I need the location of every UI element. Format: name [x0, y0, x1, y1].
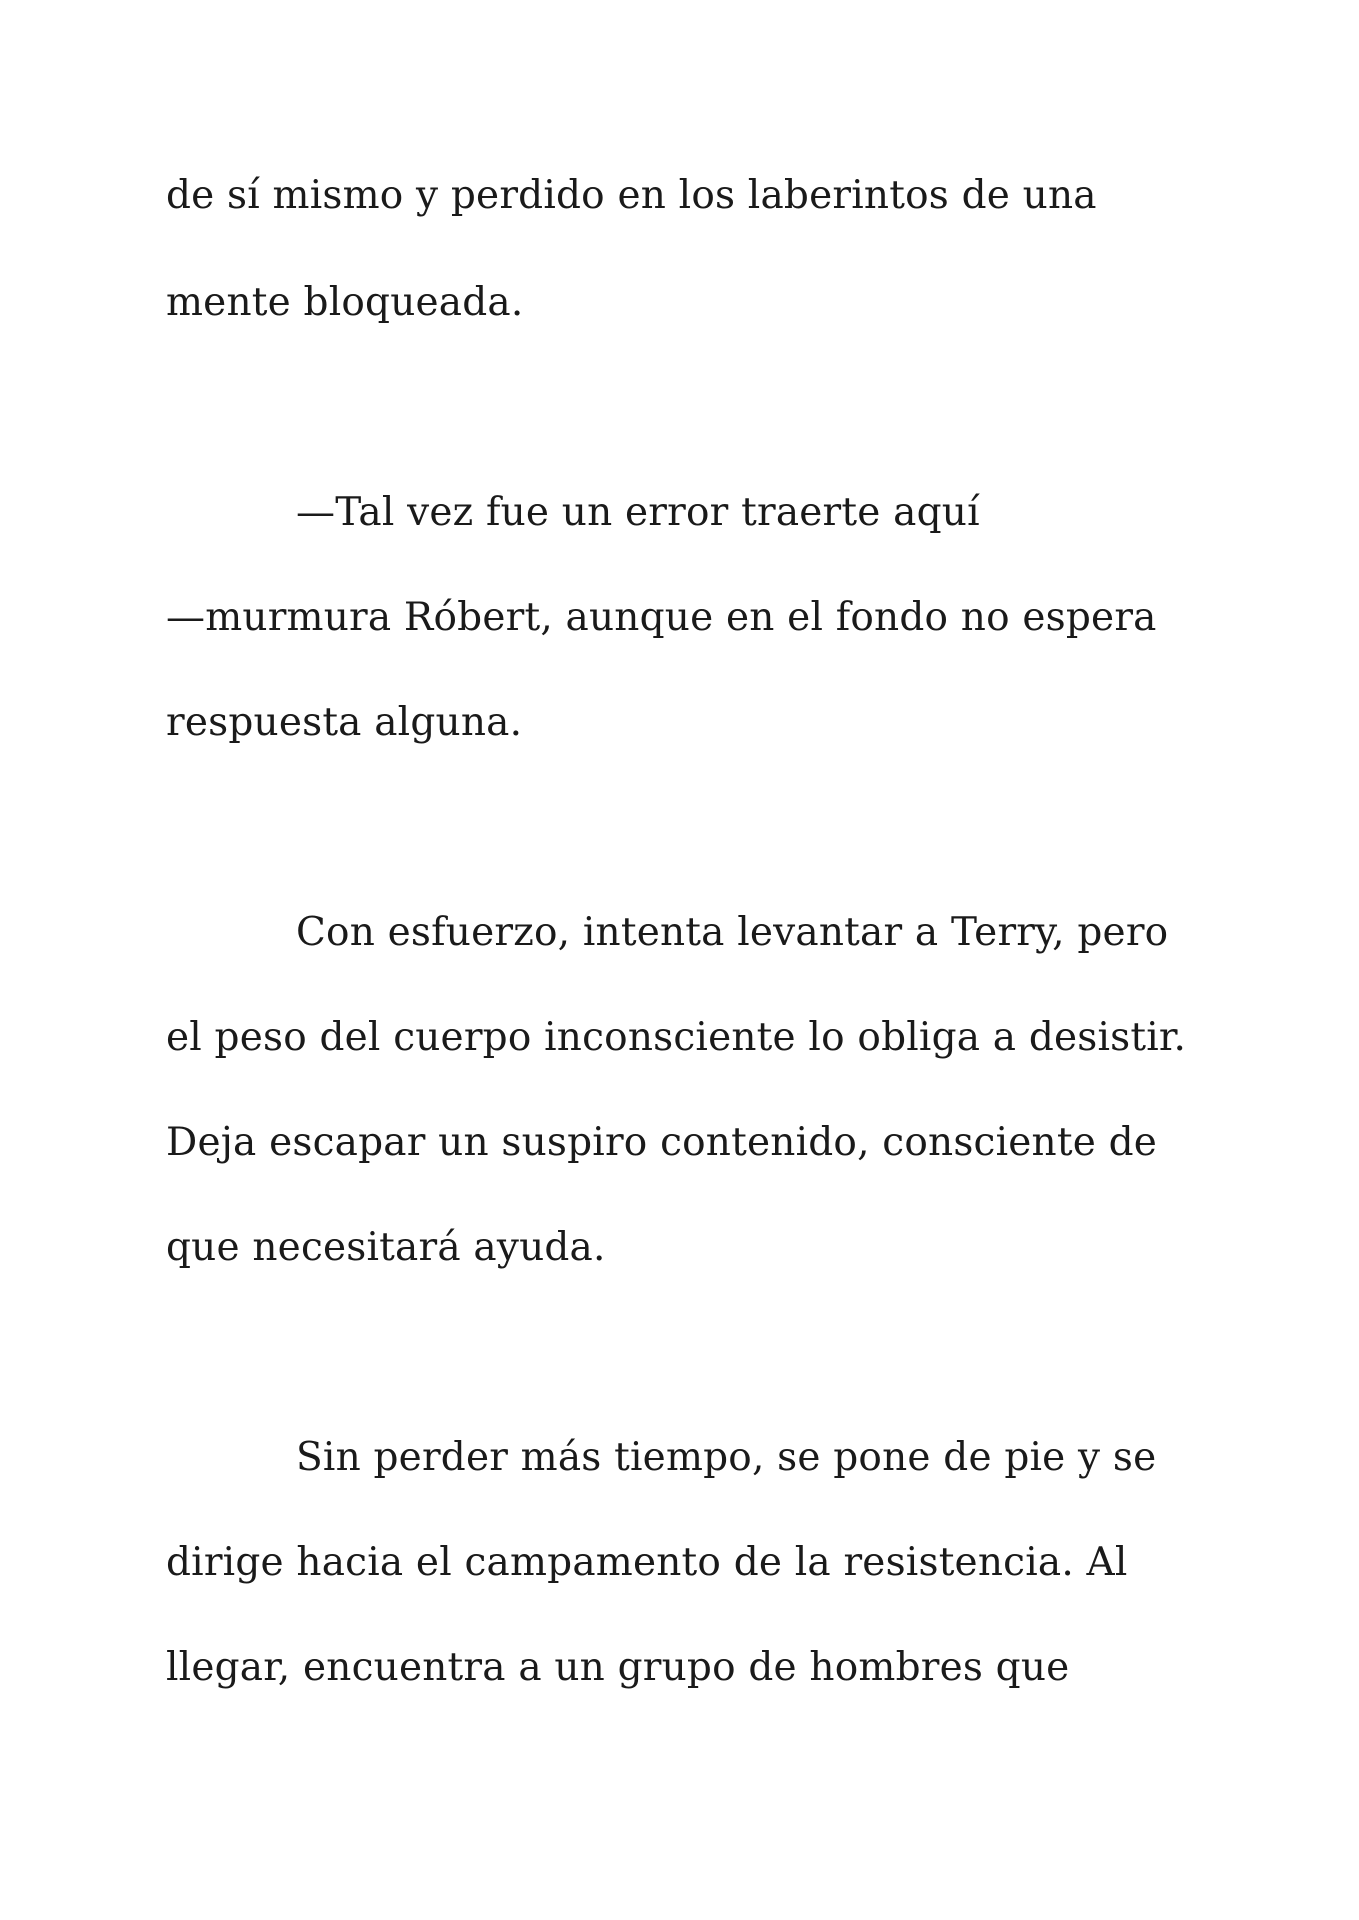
text-line: —murmura Róbert, aunque en el fondo no espera — [166, 595, 1157, 640]
text-line: Sin perder más tiempo, se pone de pie y se — [296, 1435, 1157, 1480]
text-line: el peso del cuerpo inconsciente lo obliga a desistir. — [166, 1015, 1187, 1060]
text-line: Con esfuerzo, intenta levantar a Terry, pero — [296, 910, 1169, 955]
text-line: —Tal vez fue un error traerte aquí — [296, 490, 980, 535]
text-line: de sí mismo y perdido en los laberintos de una — [166, 173, 1097, 218]
text-line: que necesitará ayuda. — [166, 1225, 606, 1270]
text-line: mente bloqueada. — [166, 280, 524, 325]
text-line: llegar, encuentra a un grupo de hombres que — [166, 1645, 1070, 1690]
text-line: dirige hacia el campamento de la resistencia. Al — [166, 1540, 1128, 1585]
text-line: Deja escapar un suspiro contenido, consciente de — [166, 1120, 1158, 1165]
text-line: respuesta alguna. — [166, 700, 523, 745]
